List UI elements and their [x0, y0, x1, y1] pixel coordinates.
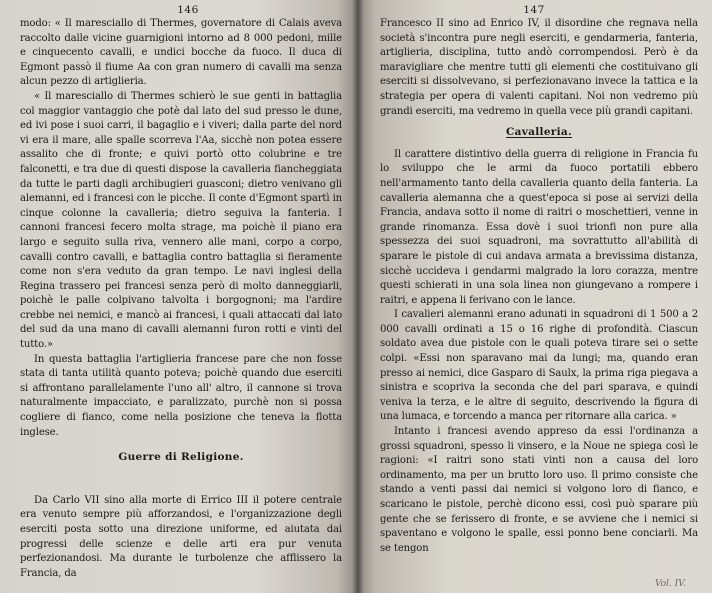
gutter-shadow-right	[358, 0, 364, 593]
left-paragraph-3: In questa battaglia l'artiglieria francese pare che non fosse stata di tanta utilità quanto poteva; poichè quando due eserciti si affrontano parallelamente l'uno all' altro, il cannone si trova naturalmente impacciato, e paralizzato, purchè non si possa cogliere di fianco, come nella posizione che teneva la flotta inglese.	[20, 353, 342, 438]
section-heading-guerre-di-religione: Guerre di Religione.	[118, 451, 244, 464]
right-page	[358, 0, 712, 593]
left-page-number: 146	[177, 4, 199, 16]
right-paragraph-4: Intanto i francesi avendo appreso da essi l'ordinanza a grossi squadroni, spesso li vinsero, e la Noue ne spiega così le ragioni: «I raitri sono stati vinti non a causa del loro ordinamento, ma per un brutto loro uso. Il primo consiste che stando a venti passi dai nemici si volgono loro di fianco, e scaricano le pistole, perchè dicono essi, così può sparare più gente che se ferissero di fronte, e se avviene che i nemici si spaventano e volgono le spalle, essi ponno bene conciarli. Ma se tengon	[380, 426, 698, 554]
left-paragraph-1: modo: « Il maresciallo di Thermes, governatore di Calais aveva raccolto dalle vicine guarnigioni intorno ad 8 000 pedoni, mille e cinquecento cavalli, e undici bocche da fuoco. Il duca di Egmont passò il fiume Aa con gran numero di cavalli ma senza alcun pezzo di artiglieria.	[20, 18, 342, 88]
left-paragraph-4: Da Carlo VII sino alla morte di Errico III il potere centrale era venuto sempre più afforzandosi, e l'organizzazione degli eserciti posta sotto una direzione uniforme, ed aiutata dai progressi delle scienze e delle arti era pur venuta perfezionandosi. Ma durante le turbolenze che afflissero la Francia, da	[20, 494, 342, 579]
right-page-number: 147	[523, 4, 545, 16]
right-paragraph-1: Francesco II sino ad Enrico IV, il disordine che regnava nella società s'incontra pure negli eserciti, e gendarmeria, fanteria, artiglieria, disciplina, tutto andò corrompendosi. Però è da maravigliare che mentre tutti gli elementi che costituivano gli eserciti si dissolvevano, si perfezionavano invece la tattica e la strategia per opera di valenti capitani. Noi non vedremo più grandi eserciti, ma vedremo in quella vece più grandi capitani.	[380, 18, 698, 117]
right-paragraph-2: Il carattere distintivo della guerra di religione in Francia fu lo sviluppo che le armi da fuoco portatili ebbero nell'armamento tanto della cavalleria quanto della fanteria. La cavalleria alemanna che a quest'epoca si pose ai servizi della Francia, andava sotto il nome di raitri o moschettieri, venne in grande rinomanza. Essa dovè i suoi trionfi non pure alla spessezza dei suoi squadroni, ma sovrattutto all'abilità di sparare le pistole di cui andava armata a brevissima distanza, sicchè uccideva i gendarmi malgrado la loro corazza, mentre questi schierati in una sola linea non giungevano a rompere i raitri, e appena li ferivano con le lance.	[380, 148, 698, 306]
right-page-text	[380, 17, 698, 556]
left-page-text	[20, 17, 342, 581]
section-heading-cavalleria: Cavalleria.	[505, 126, 572, 139]
volume-footer: Vol. IV.	[654, 579, 686, 589]
left-paragraph-2: « Il maresciallo di Thermes schierò le sue genti in battaglia col maggior vantaggio che potè dal lato del sud presso le dune, ed ivi pose i suoi carri, il bagaglio e i viveri; dalla parte del nord vi era il mare, alle spalle scorreva l'Aa, sicchè non potea essere assalito che di fronte; e quivi portò otto colubrine e tre falconetti, e tra due di questi dispose la cavalleria fiancheggiata da tutte le parti dagli archibugieri guasconi; dietro venivano gli alemanni, ed i francesi con le picche. Il conte d'Egmont spartì in cinque colonne la cavalleria; dietro seguiva la fanteria. I cannoni francesi fecero molta strage, ma poichè il piano era largo e seguito sulla riva, vennero alle mani, corpo a corpo, cavalli contro cavalli, e battaglia contro battaglia si fieramente come non s'era veduto da gran tempo. Le navi inglesi della Regina trassero pei francesi senza però di molto danneggiarli, poichè le palle colpivano talvolta i borgognoni; ma l'ardire crebbe nei nemici, e mancò ai francesi, i quali attaccati dal lato del sud da una mano di cavalli alemanni furon rotti e vinti del tutto.»	[20, 90, 342, 351]
right-paragraph-3: I cavalieri alemanni erano adunati in squadroni di 1 500 a 2 000 cavalli ordinati a 15 o 16 righe di profondità. Ciascun soldato avea due pistole con le quali poteva tirare sei o sette colpi. «Essi non sparavano mai da lungi; ma, quando eran presso ai nemici, dice Gasparo di Saulx, la prima riga piegava a sinistra e scopriva la seconda che del pari sparava, e quindi veniva la terza, e le altre di seguito, descrivendo la figura di una lumaca, e torcendo a manca per ritornare alla carica. »	[380, 309, 698, 423]
